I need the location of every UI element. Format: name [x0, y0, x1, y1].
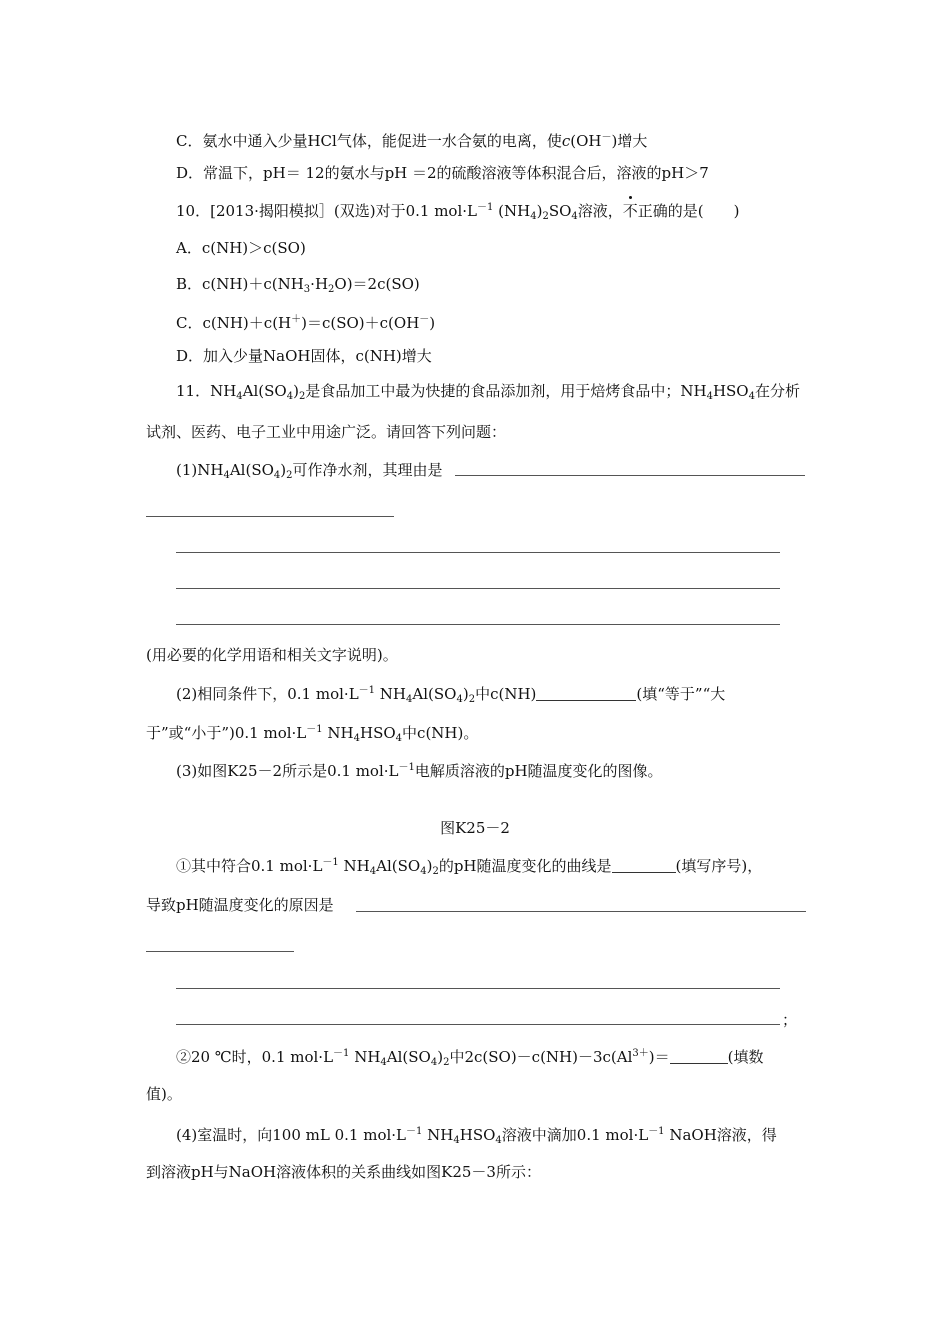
q9-option-c-text: C．氨水中通入少量HCl气体，能促进一水合氨的电离，使: [176, 132, 562, 150]
q11-part3-1-a: ①其中符合0.1 mol·L: [176, 857, 323, 875]
q11-part3-1-blank[interactable]: [612, 858, 676, 873]
q11-part3-a: (3)如图K25－2所示是0.1 mol·L: [176, 762, 399, 780]
q9-option-c-sup: －: [601, 132, 612, 143]
q11-part4-c: HSO: [459, 1126, 496, 1144]
q11-part3-2-a: ②20 ℃时，0.1 mol·L: [176, 1048, 334, 1066]
q11-part2-line2-sup: －1: [306, 724, 323, 735]
q11-stem-s2: 4: [286, 391, 294, 402]
q11-stem-c: ): [293, 382, 299, 400]
q11-part3-2-s2: 4: [430, 1057, 438, 1068]
q11-stem-a: 11．NH: [176, 382, 237, 400]
q11-stem-e: HSO: [712, 382, 749, 400]
q11-part3-sup: －1: [398, 762, 415, 773]
q9-option-c: [176, 128, 647, 151]
q11-part3-1-s2: 4: [420, 866, 427, 877]
q11-part1-answer-line-1[interactable]: [455, 475, 805, 476]
q11-part3-2-d: ): [437, 1048, 444, 1066]
q11-part3-2-sup: －1: [333, 1048, 350, 1059]
q11-part3-2-sup2: 3＋: [632, 1048, 649, 1059]
q9-option-c-end: )增大: [611, 132, 648, 150]
q10-stem-a: 10．[2013·揭阳模拟］(双选)对于0.1 mol·L: [176, 202, 477, 220]
q11-stem-s1: 4: [236, 391, 243, 402]
q11-part3-1-f: (填写序号)，: [675, 857, 763, 875]
q11-stem-f: 在分析: [754, 382, 800, 400]
q10-option-b-sub3: 3: [303, 284, 311, 295]
q11-part3-2-blank[interactable]: [670, 1049, 728, 1064]
q11-part3-2-f: )＝: [648, 1048, 670, 1066]
q10-stem: [176, 198, 740, 227]
q11-part2-line2-e: c(NH)。: [417, 724, 479, 742]
q11-part4-sup: －1: [406, 1126, 423, 1137]
q11-stem-s4: 4: [706, 391, 713, 402]
q11-part2-blank[interactable]: [536, 686, 636, 701]
q10-option-c-c: ): [429, 314, 436, 332]
q11-part2-line2-s1: 4: [353, 733, 360, 744]
q11-part4-e: NaOH溶液，得: [664, 1126, 777, 1144]
q11-part2-line2-a: 于”或“小于”)0.1 mol·L: [146, 724, 307, 742]
q9-option-c-tail: (OH: [570, 132, 602, 150]
q10-stem-sub2: 2: [542, 211, 549, 222]
q9-option-d: D．常温下，pH＝ 12的氨水与pH ＝2的硫酸溶液等体积混合后，溶液的pH＞7: [176, 164, 709, 182]
q11-part3-1-answer-line-3[interactable]: [176, 988, 780, 989]
q11-part2-s2: 4: [456, 694, 463, 705]
q11-part3-sub2-line1: [176, 1044, 764, 1073]
q10-option-b-sub2: 2: [328, 284, 335, 295]
q11-part1-b: Al(SO: [229, 461, 274, 479]
q11-part1-answer-line-4[interactable]: [176, 588, 780, 589]
q10-stem-sup: －1: [477, 202, 494, 213]
q11-part3-1-s3: 2: [432, 866, 439, 877]
q11-part2-line1: [176, 681, 725, 710]
q11-part2-line2-d: 中: [402, 724, 418, 742]
q11-part3-1-b: NH: [338, 857, 370, 875]
q11-part3-1-e: 的pH随温度变化的曲线是: [438, 857, 612, 875]
q11-part2-line2: [146, 720, 478, 749]
q10-stem-d: SO: [548, 202, 572, 220]
q11-part1-note: (用必要的化学用语和相关文字说明)。: [146, 646, 398, 664]
q11-part1: [176, 460, 443, 486]
q11-part1-answer-line-3[interactable]: [176, 552, 780, 553]
q10-option-c-sup: ＋: [291, 314, 302, 325]
q9-option-c-conc: c: [561, 132, 571, 150]
q10-stem-sub4: 4: [530, 211, 537, 222]
q11-stem-b: Al(SO: [242, 382, 287, 400]
q11-part3-sub2-line2: 值)。: [146, 1085, 182, 1103]
q11-stem-s5: 4: [748, 391, 755, 402]
q11-part2-line2-b: NH: [322, 724, 354, 742]
q11-part4-b: NH: [422, 1126, 454, 1144]
q11-part3-1-answer-line-1[interactable]: [356, 911, 806, 912]
q11-part3-1-s1: 4: [369, 866, 377, 877]
q11-part3-1-semicolon: ；: [782, 1011, 798, 1029]
q10-option-b: [176, 274, 420, 300]
q11-stem-d: 是食品加工中最为快捷的食品添加剂，用于焙烤食品中；NH: [305, 382, 707, 400]
q10-stem-c: ): [536, 202, 543, 220]
q11-part4-d: 溶液中滴加0.1 mol·L: [501, 1126, 649, 1144]
q11-part3-sub1-line1: [176, 853, 762, 882]
q11-part3-2-c: Al(SO: [386, 1048, 431, 1066]
q11-part3-b: 电解质溶液的pH随温度变化的图像。: [414, 762, 663, 780]
q11-part4-line2: 到溶液pH与NaOH溶液体积的关系曲线如图K25－3所示：: [146, 1163, 541, 1181]
q11-part1-a: (1)NH: [176, 461, 224, 479]
q11-part3-1-sup: －1: [322, 857, 339, 868]
q11-part3-2-e: 中2c(SO)－c(NH)－3c(Al: [449, 1048, 633, 1066]
q11-part2-line2-c: HSO: [360, 724, 396, 742]
q10-option-b-c: O)＝2c(SO): [334, 275, 420, 293]
q10-option-b-a: B．c(NH)＋c(NH: [176, 275, 304, 293]
q11-part4-s2: 4: [495, 1135, 502, 1146]
q11-part3-sub1-line2: 导致pH随温度变化的原因是: [146, 896, 334, 914]
q11-part4-sup2: －1: [648, 1126, 665, 1137]
q11-part3-intro: [176, 758, 663, 781]
q10-stem-f: 正确的是( ): [637, 202, 740, 220]
q11-part1-s2: 4: [273, 470, 281, 481]
q11-part3-1-answer-line-4[interactable]: [176, 1024, 780, 1025]
q11-part1-s1: 4: [223, 470, 230, 481]
q11-stem-line2: 试剂、医药、电子工业中用途广泛。请回答下列问题：: [146, 423, 507, 441]
q11-part3-1-answer-line-2[interactable]: [146, 951, 294, 952]
q11-stem-s3: 2: [298, 391, 306, 402]
q11-part1-c: ): [280, 461, 287, 479]
q10-option-b-b: ·H: [310, 275, 329, 293]
q11-part3-1-d: ): [426, 857, 433, 875]
q10-option-a: A．c(NH)＞c(SO): [176, 239, 306, 257]
q10-option-c-b: )＝c(SO)＋c(OH: [301, 314, 420, 332]
q11-part3-2-b: NH: [349, 1048, 381, 1066]
q11-part2-s1: 4: [406, 694, 413, 705]
q11-part2-c: Al(SO: [412, 685, 457, 703]
q11-part2-a: (2)相同条件下，0.1 mol·L: [176, 685, 359, 703]
q11-part1-answer-line-2[interactable]: [146, 516, 394, 517]
q11-part2-g: (填“等于”“大: [636, 685, 726, 703]
q11-part1-answer-line-5[interactable]: [176, 624, 780, 625]
q10-option-c: [176, 310, 435, 333]
q11-part2-f: c(NH): [490, 685, 537, 703]
q11-part2-e: 中: [475, 685, 491, 703]
q10-stem-emphasis: 不: [622, 202, 638, 220]
q11-part2-b: NH: [375, 685, 407, 703]
q11-part3-2-g: (填数: [727, 1048, 764, 1066]
figure-caption: 图K25－2: [440, 819, 510, 837]
q11-part4-line1: [176, 1122, 777, 1151]
q11-part2-d: ): [462, 685, 469, 703]
q11-part2-line2-s2: 4: [395, 733, 403, 744]
q11-part1-d: 可作净水剂，其理由是: [292, 461, 443, 479]
q11-part3-2-s3: 2: [443, 1057, 450, 1068]
q11-part4-a: (4)室温时，向100 mL 0.1 mol·L: [176, 1126, 407, 1144]
q10-option-d: D．加入少量NaOH固体，c(NH)增大: [176, 347, 432, 365]
q11-part2-sup: －1: [358, 685, 376, 696]
q11-part2-s3: 2: [468, 694, 476, 705]
q10-option-c-a: C．c(NH)＋c(H: [176, 314, 292, 332]
q10-option-c-sup2: －: [419, 314, 430, 325]
q11-part1-s3: 2: [286, 470, 293, 481]
q11-part3-2-s1: 4: [380, 1057, 387, 1068]
q11-stem-line1: [176, 381, 800, 407]
q10-stem-e: 溶液，: [577, 202, 623, 220]
q10-stem-sub4b: 4: [571, 211, 578, 222]
q10-stem-b: (NH: [493, 202, 531, 220]
q11-part4-s1: 4: [453, 1135, 460, 1146]
q11-part3-1-c: Al(SO: [376, 857, 421, 875]
